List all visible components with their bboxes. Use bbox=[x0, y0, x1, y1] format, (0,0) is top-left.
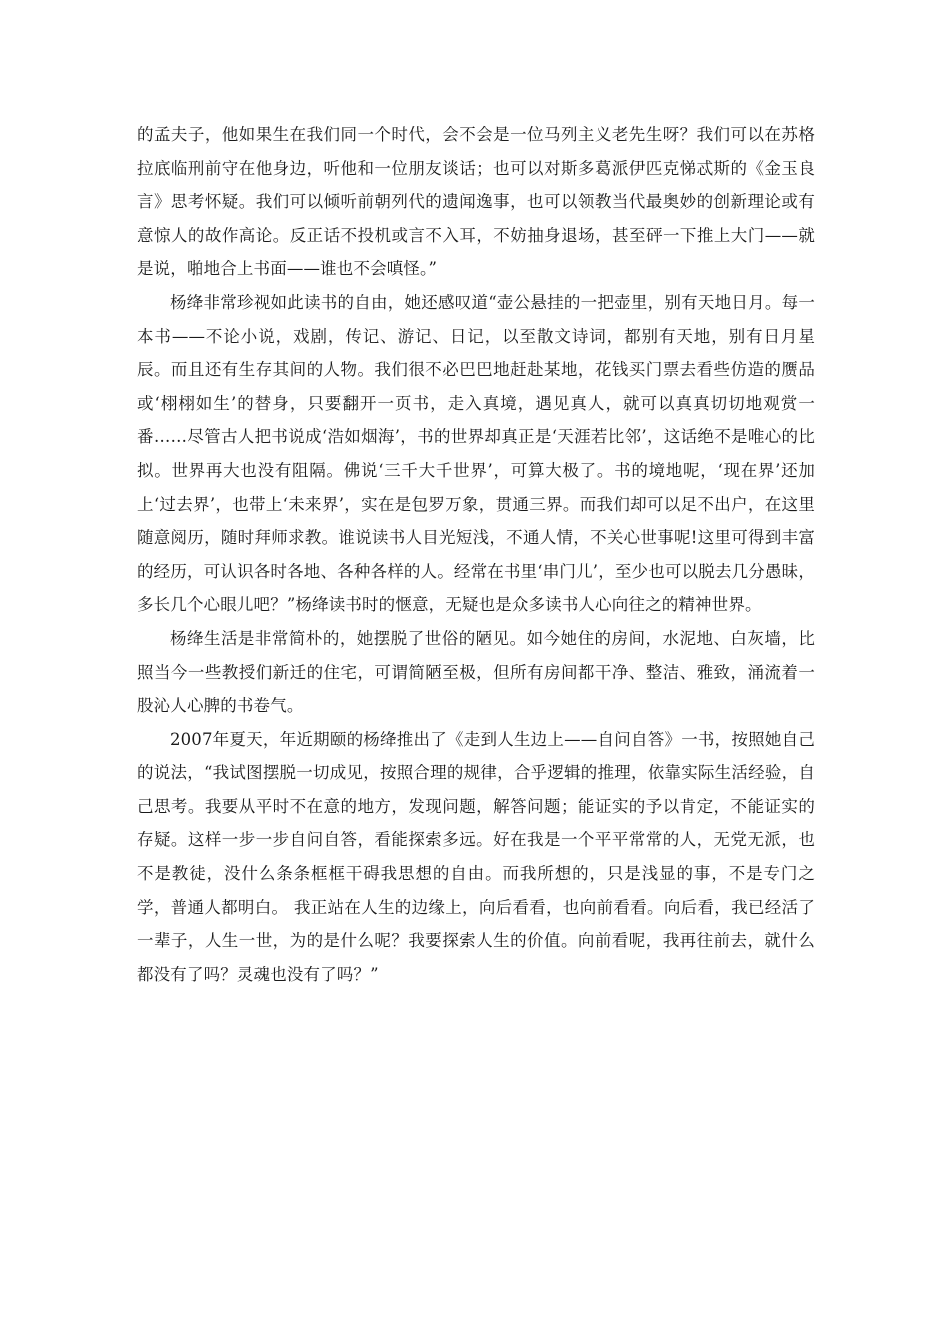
paragraph-4: 2007年夏天，年近期颐的杨绛推出了《走到人生边上——自问自答》一书，按照她自己的说法，“我试图摆脱一切成见，按照合理的规律，合乎逻辑的推理，依靠实际生活经验，自己思考。我要从平时不在意的地方，发现问题，解答问题；能证实的予以肯定，不能证实的存疑。这样一步一步自问自答，看能探索多远。好在我是一个平平常常的人，无党无派，也不是教徒，没什么条条框框干碍我思想的自由。而我所想的，只是浅显的事，不是专门之学，普通人都明白。 我正站在人生的边缘上，向后看看，也向前看看。向后看，我已经活了一辈子，人生一世，为的是什么呢？我要探索人生的价值。向前看呢，我再往前去，就什么都没有了吗？灵魂也没有了吗？” bbox=[137, 729, 815, 984]
paragraph-3: 杨绛生活是非常简朴的，她摆脱了世俗的陋见。如今她住的房间，水泥地、白灰墙，比照当今一些教授们新迁的住宅，可谓简陋至极，但所有房间都干净、整洁、雅致，涌流着一股沁人心脾的书卷气。 bbox=[137, 628, 815, 716]
paragraph-1: 的孟夫子，他如果生在我们同一个时代，会不会是一位马列主义老先生呀？我们可以在苏格拉底临刑前守在他身边，听他和一位朋友谈话；也可以对斯多葛派伊匹克悌忒斯的《金玉良言》思考怀疑。我们可以倾听前朝列代的遗闻逸事，也可以领教当代最奥妙的创新理论或有意惊人的故作高论。反正话不投机或言不入耳，不妨抽身退场，甚至砰一下推上大门——就是说，啪地合上书面——谁也不会嗔怪。” bbox=[137, 125, 815, 279]
paragraph-2: 杨绛非常珍视如此读书的自由，她还感叹道“壶公悬挂的一把壶里，别有天地日月。每一本书——不论小说，戏剧，传记、游记、日记，以至散文诗词，都别有天地，别有日月星辰。而且还有生存其间的人物。我们很不必巴巴地赶赴某地，花钱买门票去看些仿造的赝品或‘栩栩如生’的替身，只要翻开一页书，走入真境，遇见真人，就可以真真切切地观赏一番……尽管古人把书说成‘浩如烟海’，书的世界却真正是‘天涯若比邻’，这话绝不是唯心的比拟。世界再大也没有阻隔。佛说‘三千大千世界’，可算大极了。书的境地呢，‘现在界’还加上‘过去界’，也带上‘未来界’，实在是包罗万象，贯通三界。而我们却可以足不出户，在这里随意阅历，随时拜师求教。谁说读书人目光短浅，不通人情，不关心世事呢!这里可得到丰富的经历，可认识各时各地、各种各样的人。经常在书里‘串门儿’，至少也可以脱去几分愚昧，多长几个心眼儿吧？”杨绛读书时的惬意，无疑也是众多读书人心向往之的精神世界。 bbox=[137, 292, 815, 615]
document-body bbox=[137, 118, 815, 991]
